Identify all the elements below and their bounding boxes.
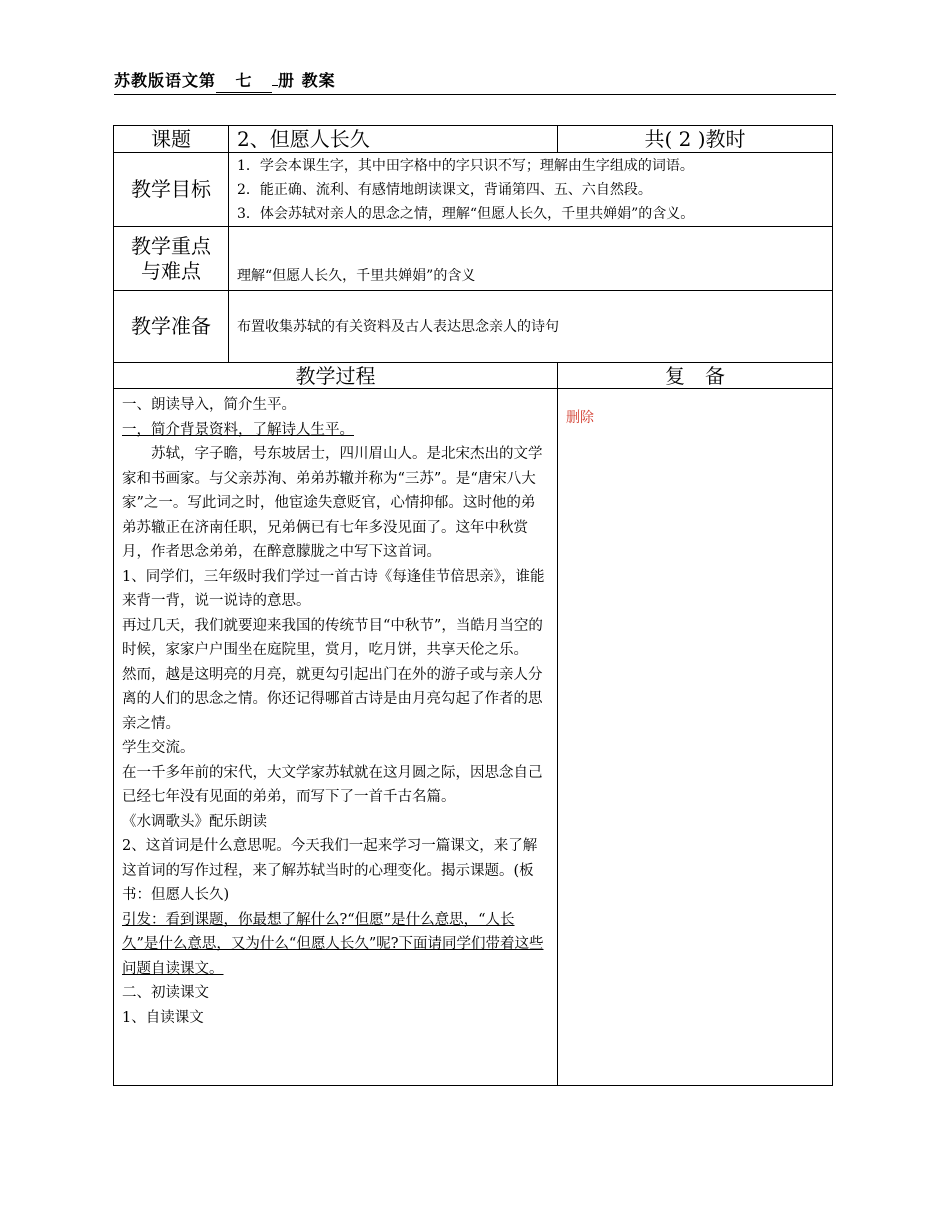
- header-suffix: 册 教案: [278, 71, 336, 90]
- process-content: [114, 389, 558, 1086]
- paragraph: 学生交流。: [122, 740, 195, 756]
- paragraph: 再过几天，我们就要迎来我国的传统节目“中秋节”，当皓月当空的时候，家家户户围坐在庭院里，赏月，吃月饼，共享天伦之乐。: [122, 617, 543, 658]
- paragraph: 1、自读课文: [122, 1009, 204, 1026]
- topic-label: 课题: [114, 126, 229, 153]
- header-volume: 七: [216, 70, 272, 93]
- paragraph: 然而，越是这明亮的月亮，就更勾引起出门在外的游子或与亲人分离的人们的思念之情。你还记得哪首古诗是由月亮勾起了作者的思亲之情。: [122, 666, 543, 732]
- goals-label: 教学目标: [114, 153, 229, 227]
- goal-item: 1．学会本课生字，其中田字格中的字只识不写；理解由生字组成的词语。: [237, 158, 694, 174]
- paragraph: 在一千多年前的宋代，大文学家苏轼就在这月圆之际，因思念自己已经七年没有见面的弟弟，而写下了一首千古名篇。: [122, 764, 543, 805]
- lesson-plan-table: [113, 125, 833, 1086]
- page-header: [114, 70, 836, 95]
- topic-value: 2、但愿人长久: [229, 126, 558, 153]
- key-label-line1: 教学重点: [131, 233, 211, 258]
- key-value: 理解“但愿人长久，千里共婵娟”的含义: [229, 227, 833, 291]
- review-note: 删除: [558, 389, 833, 1086]
- paragraph: 2、这首词是什么意思呢。今天我们一起来学习一篇课文，来了解这首词的写作过程，来了解苏轼当时的心理变化。揭示课题。(板书：但愿人长久): [122, 838, 538, 903]
- subheading-underlined: 一，简介背景资料，了解诗人生平。: [122, 421, 354, 438]
- paragraph: 苏轼，字子瞻，号东坡居士，四川眉山人。是北宋杰出的文学家和书画家。与父亲苏洵、弟弟苏辙并称为“三苏”。是“唐宋八大家”之一。写此词之时，他宦途失意贬官，心情抑郁。这时他的弟弟苏辙正在济南任职，兄弟俩已有七年多没见面了。这年中秋赏月，作者思念弟弟，在醉意朦胧之中写下这首词。: [122, 446, 543, 560]
- section-heading: 二、初读课文: [122, 985, 209, 1001]
- periods: 共( 2 )教时: [558, 126, 833, 153]
- paragraph: 1、同学们，三年级时我们学过一首古诗《每逢佳节倍思亲》，谁能来背一背，说一说诗的意思。: [122, 568, 545, 609]
- section-heading: 一、朗读导入，简介生平。: [122, 397, 296, 413]
- paragraph-underlined: 引发：看到课题，你最想了解什么?“但愿”是什么意思，“人长久”是什么意思，又为什么“但愿人长久”呢?下面请同学们带着这些问题自读课文。: [122, 911, 544, 977]
- header-prefix: 苏教版语文第: [114, 71, 217, 90]
- review-label: 复 备: [558, 363, 833, 389]
- goals-cell: [229, 153, 833, 227]
- key-label: [114, 227, 229, 291]
- key-label-line2: 与难点: [141, 258, 201, 283]
- paragraph: 《水调歌头》配乐朗读: [122, 813, 267, 830]
- prep-label: 教学准备: [114, 291, 229, 363]
- prep-value: 布置收集苏轼的有关资料及古人表达思念亲人的诗句: [229, 291, 833, 363]
- goal-item: 2．能正确、流利、有感情地朗读课文，背诵第四、五、六自然段。: [237, 182, 652, 198]
- goal-item: 3．体会苏轼对亲人的思念之情，理解“但愿人长久，千里共婵娟”的含义。: [237, 206, 695, 222]
- process-label: 教学过程: [114, 363, 558, 389]
